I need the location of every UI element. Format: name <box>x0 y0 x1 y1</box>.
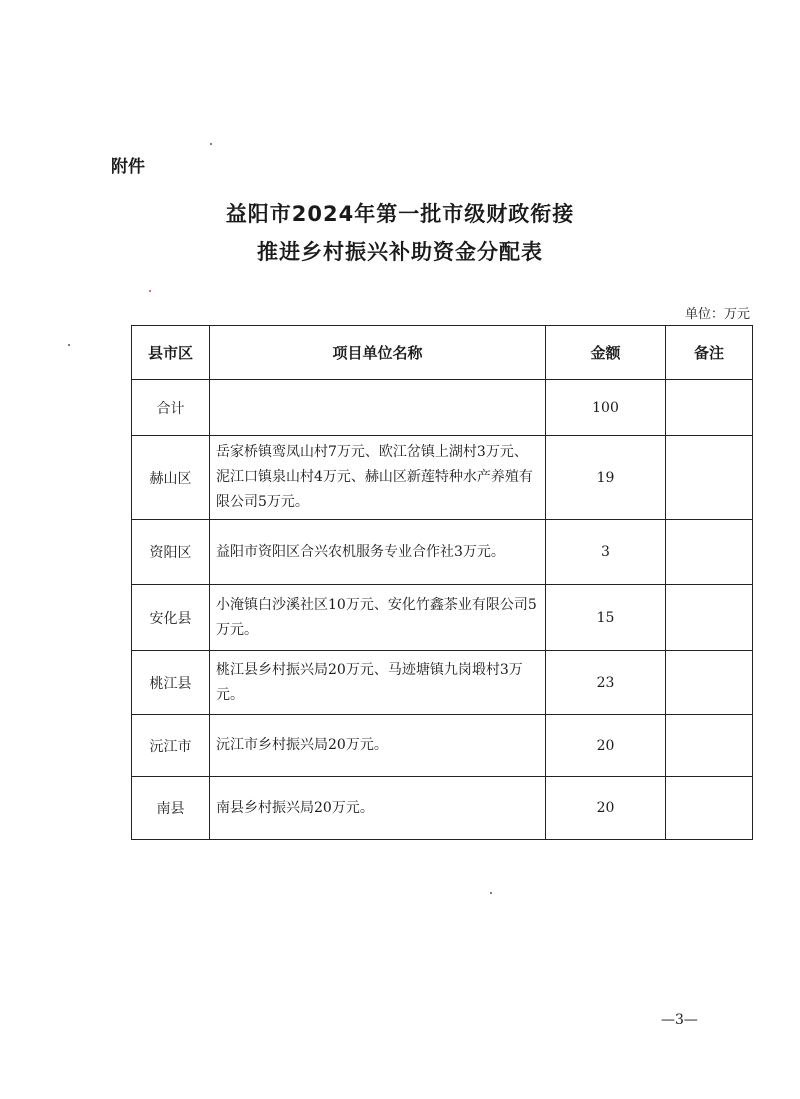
project-cell <box>210 380 546 436</box>
remark-cell <box>666 436 753 520</box>
attachment-label: 附件 <box>111 157 145 177</box>
document-title-line-1: 益阳市2024年第一批市级财政衔接 <box>225 202 575 226</box>
remark-cell <box>666 715 753 777</box>
header-county: 县市区 <box>132 326 210 380</box>
amount-cell: 19 <box>546 436 666 520</box>
amount-cell: 100 <box>546 380 666 436</box>
table-row <box>132 436 753 520</box>
county-cell: 沅江市 <box>132 715 210 777</box>
project-cell: 沅江市乡村振兴局20万元。 <box>210 715 546 777</box>
table-header-row <box>132 326 753 380</box>
document-title-line-2: 推进乡村振兴补助资金分配表 <box>257 240 543 264</box>
amount-cell: 15 <box>546 585 666 651</box>
scan-speck <box>68 344 70 346</box>
county-cell: 赫山区 <box>132 436 210 520</box>
county-cell: 安化县 <box>132 585 210 651</box>
header-remark: 备注 <box>666 326 753 380</box>
scan-speck <box>490 892 492 894</box>
header-project: 项目单位名称 <box>210 326 546 380</box>
table-row <box>132 777 753 840</box>
remark-cell <box>666 380 753 436</box>
table-row <box>132 651 753 715</box>
amount-cell: 3 <box>546 520 666 585</box>
unit-label: 单位：万元 <box>684 307 750 322</box>
remark-cell <box>666 777 753 840</box>
amount-cell: 20 <box>546 777 666 840</box>
project-cell: 小淹镇白沙溪社区10万元、安化竹鑫茶业有限公司5万元。 <box>210 585 546 651</box>
scan-speck <box>149 290 151 292</box>
project-cell: 岳家桥镇鸾凤山村7万元、欧江岔镇上湖村3万元、泥江口镇泉山村4万元、赫山区新莲特种水产养殖有限公司5万元。 <box>210 436 546 520</box>
scan-speck <box>210 143 212 145</box>
page-number: —3— <box>661 1012 698 1028</box>
remark-cell <box>666 520 753 585</box>
remark-cell <box>666 651 753 715</box>
county-cell: 合计 <box>132 380 210 436</box>
header-amount: 金额 <box>546 326 666 380</box>
table-row <box>132 585 753 651</box>
project-cell: 益阳市资阳区合兴农机服务专业合作社3万元。 <box>210 520 546 585</box>
table-row <box>132 520 753 585</box>
project-cell: 桃江县乡村振兴局20万元、马迹塘镇九岗塅村3万元。 <box>210 651 546 715</box>
amount-cell: 23 <box>546 651 666 715</box>
county-cell: 资阳区 <box>132 520 210 585</box>
amount-cell: 20 <box>546 715 666 777</box>
table-row <box>132 715 753 777</box>
remark-cell <box>666 585 753 651</box>
project-cell: 南县乡村振兴局20万元。 <box>210 777 546 840</box>
county-cell: 桃江县 <box>132 651 210 715</box>
allocation-table <box>131 325 753 840</box>
table-row <box>132 380 753 436</box>
county-cell: 南县 <box>132 777 210 840</box>
